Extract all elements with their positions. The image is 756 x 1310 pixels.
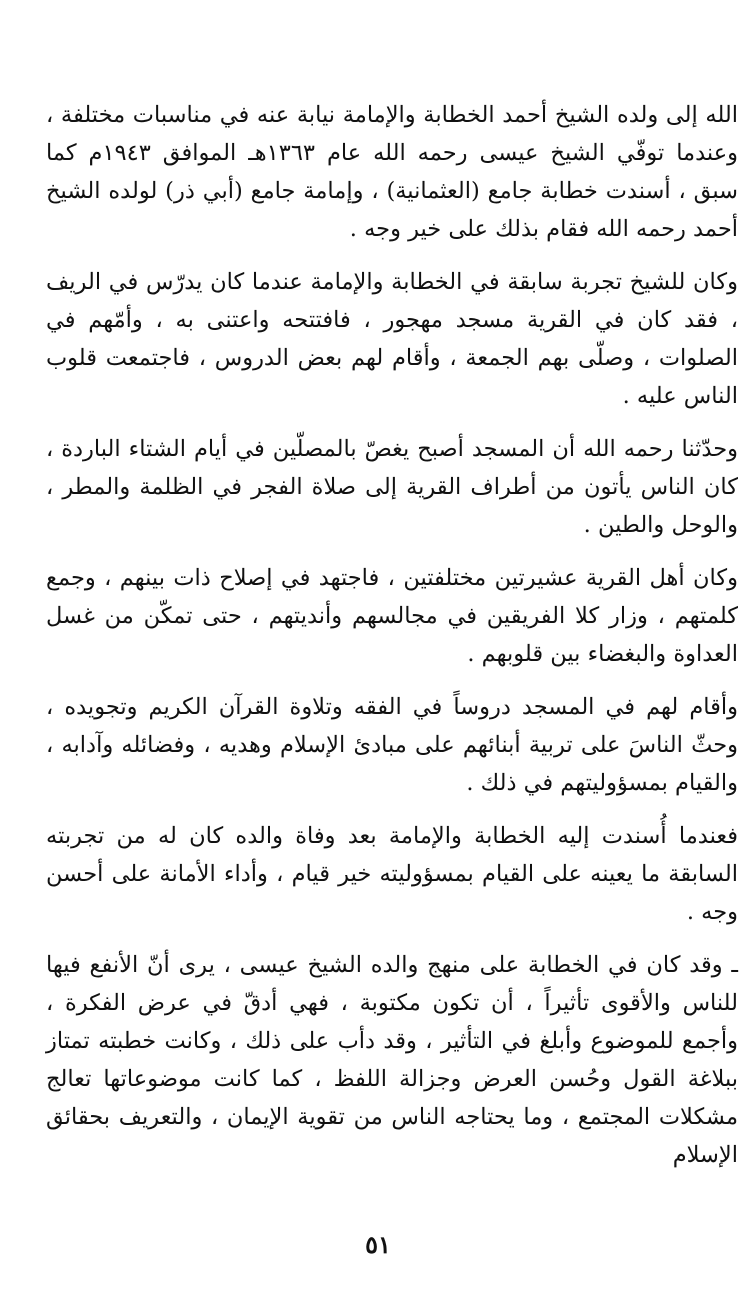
page-number: ٥١: [365, 1230, 391, 1259]
paragraph-1: الله إلى ولده الشيخ أحمد الخطابة والإمامة نيابة عنه في مناسبات مختلفة ، وعندما توفّي الشيخ عيسى رحمه الله عام ١٣٦٣هـ الموافق ١٩٤٣م كما سبق ، أسندت خطابة جامع (العثمانية) ، وإمامة جامع (أبي ذر) لولده الشيخ أحمد رحمه الله فقام بذلك على خير وجه .: [46, 102, 738, 242]
paragraph-5: وأقام لهم في المسجد دروساً في الفقه وتلاوة القرآن الكريم وتجويده ، وحثّ الناسَ على تربية أبنائهم على مبادئ الإسلام وهديه ، وفضائله وآدابه ، والقيام بمسؤوليتهم في ذلك .: [46, 694, 738, 796]
paragraph-6: فعندما أُسندت إليه الخطابة والإمامة بعد وفاة والده كان له من تجربته السابقة ما يعينه على القيام بمسؤوليته خير قيام ، وأداء الأمانة على أحسن وجه .: [46, 823, 738, 925]
paragraph-7: ـ وقد كان في الخطابة على منهج والده الشيخ عيسى ، يرى أنّ الأنفع فيها للناس والأقوى تأثيراً ، أن تكون مكتوبة ، فهي أدقّ في عرض الفكرة ، وأجمع للموضوع وأبلغ في التأثير ، وقد دأب على ذلك ، وكانت خطبته تمتاز ببلاغة القول وحُسن العرض وجزالة اللفظ ، كما كانت موضوعاتها تعالج مشكلات المجتمع ، وما يحتاجه الناس من تقوية الإيمان ، والتعريف بحقائق الإسلام: [46, 952, 738, 1168]
page-body: [46, 96, 738, 1189]
paragraph-3: وحدّثنا رحمه الله أن المسجد أصبح يغصّ بالمصلّين في أيام الشتاء الباردة ، كان الناس يأتون من أطراف القرية إلى صلاة الفجر في الظلمة والمطر ، والوحل والطين .: [46, 436, 738, 538]
paragraph-4: وكان أهل القرية عشيرتين مختلفتين ، فاجتهد في إصلاح ذات بينهم ، وجمع كلمتهم ، وزار كلا الفريقين في مجالسهم وأنديتهم ، حتى تمكّن من غسل العداوة والبغضاء بين قلوبهم .: [46, 565, 738, 667]
paragraph-2: وكان للشيخ تجربة سابقة في الخطابة والإمامة عندما كان يدرّس في الريف ، فقد كان في القرية مسجد مهجور ، فافتتحه واعتنى به ، وأمّهم في الصلوات ، وصلّى بهم الجمعة ، وأقام لهم بعض الدروس ، فاجتمعت قلوب الناس عليه .: [46, 269, 738, 409]
